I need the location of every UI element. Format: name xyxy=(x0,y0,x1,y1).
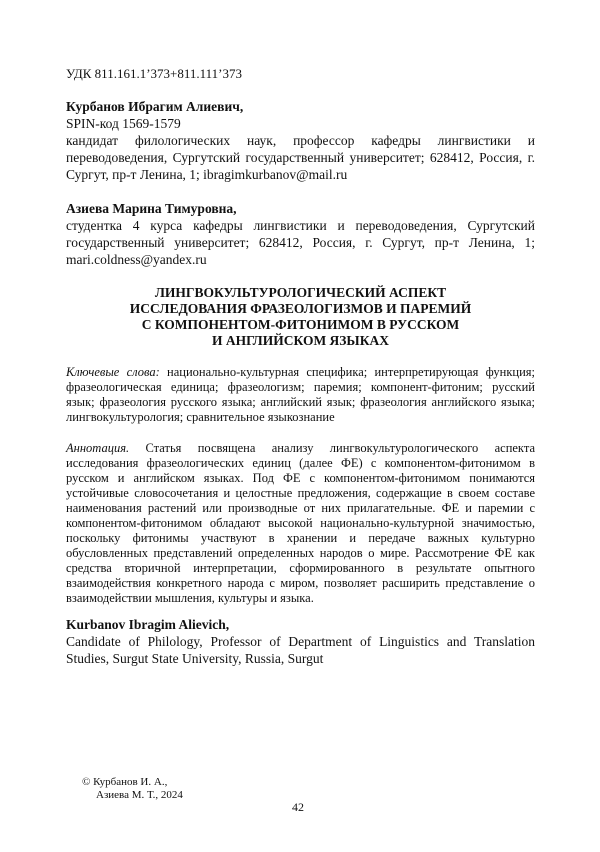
article-page xyxy=(66,66,535,667)
keywords xyxy=(66,365,535,425)
author-name: Курбанов Ибрагим Алиевич, xyxy=(66,99,244,114)
author-info: студентка 4 курса кафедры лингвистики и переводоведения, Сургутский государственный университет; 628412, Россия, г. Сургут, пр-т Ленина, 1; mari.coldness@yandex.ru xyxy=(66,218,535,267)
author-info: кандидат филологических наук, профессор кафедры лингвистики и переводоведения, Сургутский государственный университет; 628412, Россия, г. Сургут, пр-т Ленина, 1; ibragimkurbanov@mail.ru xyxy=(66,133,535,182)
author-name: Азиева Марина Тимуровна, xyxy=(66,201,237,216)
annotation xyxy=(66,441,535,606)
copyright-notice xyxy=(82,776,183,802)
keywords-text: национально-культурная специфика; интерпретирующая функция; фразеологическая единица; фразеологизм; паремия; компонент-фитоним; русский язык; фразеология русского языка; английский язык; фразеология английского языка; лингвокультурология; сравнительное языкознание xyxy=(66,365,535,424)
udk-code: УДК 811.161.1’373+811.111’373 xyxy=(66,66,242,81)
keywords-label: Ключевые слова: xyxy=(66,365,160,379)
author-info-en: Candidate of Philology, Professor of Department of Linguistics and Translation Studies, Surgut State University, Russia, Surgut xyxy=(66,634,535,666)
author-name-en: Kurbanov Ibragim Alievich, xyxy=(66,617,230,632)
author-block-2 xyxy=(66,200,535,268)
copyright-line-1: © Курбанов И. А., xyxy=(82,776,168,788)
title-line: ЛИНГВОКУЛЬТУРОЛОГИЧЕСКИЙ АСПЕКТ xyxy=(154,285,447,300)
title-line: С КОМПОНЕНТОМ-ФИТОНИМОМ В РУССКОМ xyxy=(141,317,460,332)
author-spin: SPIN-код 1569-1579 xyxy=(66,116,181,131)
author-block-1 xyxy=(66,98,535,183)
author-block-en xyxy=(66,616,535,667)
copyright-line-2: Азиева М. Т., 2024 xyxy=(96,789,183,801)
article-title xyxy=(66,285,535,349)
annotation-text: Статья посвящена анализу лингвокультурологического аспекта исследования фразеологических единиц (далее ФЕ) с компонентом-фитонимом в русском и английском языках. Под ФЕ с компонентом-фитонимом понимаются устойчивые словосочетания и целостные предложения, содержащие в своем составе наименования растений или производные от них прилагательные. ФЕ и паремии с компонентом-фитонимом обладают высокой национально-культурной значимостью, поскольку фитонимы участвуют в хранении и передаче важных культурно обусловленных представлений определенных народов о мире. Рассмотрение ФЕ как средства вторичной интерпретации, сформированного в результате опытного взаимодействия конкретного народа с миром, позволяет расширить представление о взаимодействии мышления, культуры и языка. xyxy=(66,441,535,605)
annotation-label: Аннотация. xyxy=(66,441,130,455)
title-line: И АНГЛИЙСКОМ ЯЗЫКАХ xyxy=(212,333,389,348)
page-number: 42 xyxy=(292,800,304,814)
title-line: ИССЛЕДОВАНИЯ ФРАЗЕОЛОГИЗМОВ И ПАРЕМИЙ xyxy=(129,301,472,316)
